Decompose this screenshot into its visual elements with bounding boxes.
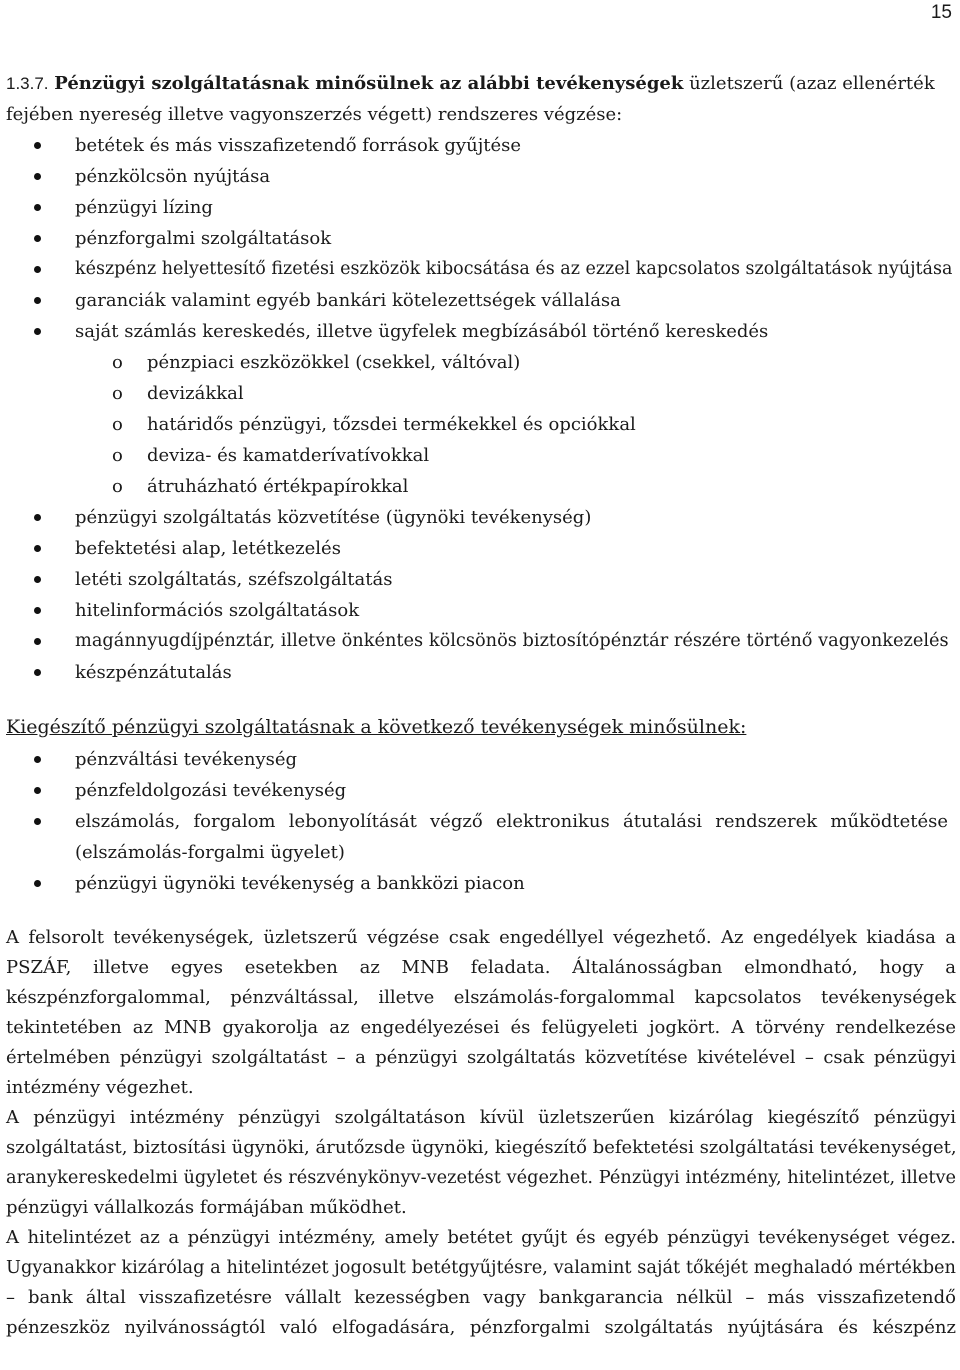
sublist-item [6,471,956,502]
section-title-rest: üzletszerű (azaz ellenérték [689,73,935,94]
list-item: saját számlás kereskedés, illetve ügyfelek megbízásából történő kereskedés [6,316,956,347]
list-item: pénzügyi ügynöki tevékenység a bankközi piacon [6,868,956,899]
paragraph-line: Ugyanakkor kizárólag a hitelintézet jogosult betétgyűjtésre, valamint saját tőkéjét meghaladó mértékben [6,1258,956,1278]
sublist-marker: o [112,445,123,466]
page-number: 15 [930,2,952,23]
section-number: 1.3.7. [6,74,49,93]
body-paragraphs [6,923,956,1343]
supplementary-services-list [6,744,956,899]
paragraph-line: PSZÁF, illetve egyes esetekben az MNB feladata. Általánosságban elmondható, hogy a [6,957,956,978]
supplementary-services-heading: Kiegészítő pénzügyi szolgáltatásnak a következő tevékenységek minősülnek: [6,716,747,738]
list-item: garanciák valamint egyéb bankári kötelezettségek vállalása [6,285,956,316]
paragraph-line: pénzügyi vállalkozás formájában működhet. [6,1197,407,1218]
sublist-item [6,378,956,409]
paragraph-line: készpénzforgalommal, pénzváltással, illetve elszámolás-forgalommal kapcsolatos tevékenységek [6,987,956,1008]
paragraph-line: A pénzügyi intézmény pénzügyi szolgáltatáson kívül üzletszerűen kizárólag kiegészítő pénzügyi [6,1107,956,1128]
sublist-item-text: deviza- és kamatderívatívokkal [147,445,430,466]
sublist-item [6,440,956,471]
paragraph-licensing [6,923,956,1103]
sublist-marker: o [112,383,123,404]
sublist-marker: o [112,476,123,497]
paragraph-line: A felsorolt tevékenységek, üzletszerű végzése csak engedéllyel végezhető. Az engedélyek kiadása a [6,927,956,948]
sublist-item-text: átruházható értékpapírokkal [147,476,409,497]
list-item: pénzváltási tevékenység [6,744,956,775]
list-item: letéti szolgáltatás, széfszolgáltatás [6,564,956,595]
paragraph-line: értelmében pénzügyi szolgáltatást – a pénzügyi szolgáltatás közvetítése kivételével – csak pénzügyi [6,1047,956,1068]
list-item: készpénzátutalás [6,657,956,688]
paragraph-financial-institution [6,1103,956,1223]
paragraph-line: intézmény végezhet. [6,1077,194,1098]
sublist-item [6,409,956,440]
sublist-item [6,347,956,378]
paragraph-line: A hitelintézet az a pénzügyi intézmény, amely betétet gyűjt és egyéb pénzügyi tevékenységet végez. [6,1227,956,1248]
paragraph-line: pénzeszköz nyilvánosságtól való elfogadására, pénzforgalmi szolgáltatás nyújtására és készpénz [6,1317,956,1338]
paragraph-line: tekintetében az MNB gyakorolja az engedélyezései és felügyeleti jogkört. A törvény rendelkezése [6,1017,956,1038]
list-item: elszámolás, forgalom lebonyolítását végző elektronikus átutalási rendszerek működtetése (elszámolás-forgalmi ügyelet) [6,806,956,868]
list-item: pénzügyi lízing [6,192,956,223]
sublist-marker: o [112,414,123,435]
paragraph-line: szolgáltatást, biztosítási ügynöki, árutőzsde ügynöki, kiegészítő befektetési szolgáltatási tevékenységet, [6,1137,957,1158]
list-item: pénzkölcsön nyújtása [6,161,956,192]
list-item: pénzfeldolgozási tevékenység [6,775,956,806]
paragraph-line: aranykereskedelmi ügyletet és részvénykönyv-vezetést végezhet. Pénzügyi intézmény, hitelintézet, illetve [6,1168,956,1188]
sublist-item-text: határidős pénzügyi, tőzsdei termékekkel és opciókkal [147,414,636,435]
financial-services-list-continued [6,502,956,688]
financial-services-list [6,130,956,347]
section-title-bold: Pénzügyi szolgáltatásnak minősülnek az alábbi tevékenységek [54,73,684,94]
list-item: magánnyugdíjpénztár, illetve önkéntes kölcsönös biztosítópénztár részére történő vagyonkezelés [6,626,956,657]
sublist-marker: o [112,352,123,373]
paragraph-credit-institution [6,1223,956,1343]
sublist-item-text: pénzpiaci eszközökkel (csekkel, váltóval) [147,352,521,373]
sublist-item-text: devizákkal [147,383,244,404]
paragraph-line: – bank által visszafizetésre vállalt kezességben vagy bankgarancia nélkül – más visszafizetendő [6,1287,956,1308]
list-item: hitelinformációs szolgáltatások [6,595,956,626]
trading-sublist [6,347,956,502]
list-item: pénzforgalmi szolgáltatások [6,223,956,254]
list-item: befektetési alap, letétkezelés [6,533,956,564]
list-item: készpénz helyettesítő fizetési eszközök kibocsátása és az ezzel kapcsolatos szolgáltatások nyújtása [6,254,956,285]
document-body [6,68,956,1343]
section-heading-line-1 [6,68,956,99]
list-item: pénzügyi szolgáltatás közvetítése (ügynöki tevékenység) [6,502,956,533]
list-item: betétek és más visszafizetendő források gyűjtése [6,130,956,161]
section-heading-line-2: fejében nyereség illetve vagyonszerzés végett) rendszeres végzése: [6,104,623,125]
